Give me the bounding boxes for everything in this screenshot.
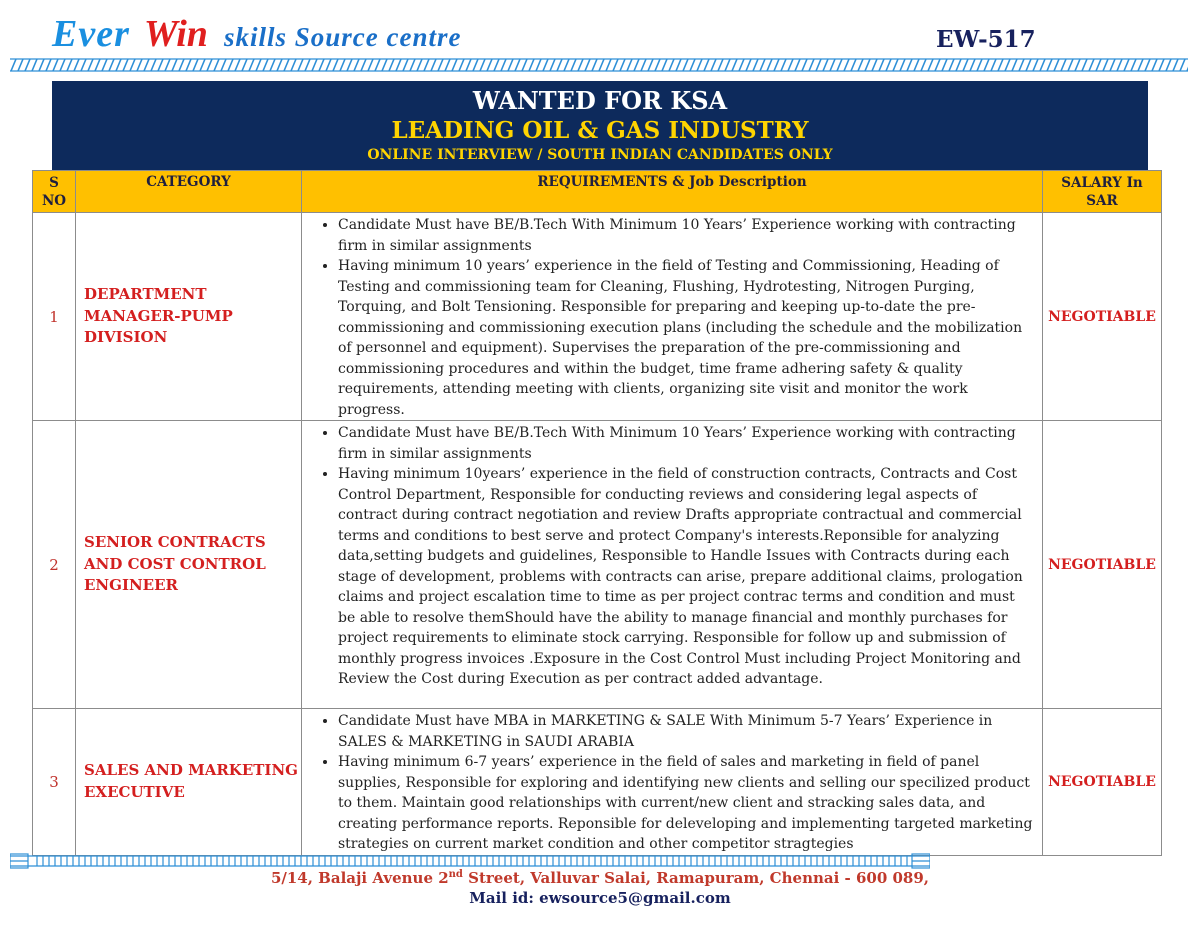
row-sno: 2: [33, 421, 76, 709]
footer-mail: Mail id: ewsource5@gmail.com: [469, 889, 731, 907]
table-row: [33, 421, 1162, 709]
row-salary: NEGOTIABLE: [1043, 709, 1162, 856]
col-header-salary: SALARY In SAR: [1043, 171, 1162, 213]
requirement-item: • Candidate Must have MBA in MARKETING & SALE With Minimum 5-7 Years’ Experience in SALES & MARKETING in SAUDI ARABIA: [338, 711, 1036, 752]
jobs-table: [32, 170, 1162, 856]
title-banner: [52, 81, 1148, 170]
row-salary: NEGOTIABLE: [1043, 213, 1162, 421]
table-row: [33, 213, 1162, 421]
col-header-requirements: REQUIREMENTS & Job Description: [302, 171, 1043, 213]
row-category: SALES AND MARKETING EXECUTIVE: [76, 709, 302, 856]
col-header-category: CATEGORY: [76, 171, 302, 213]
row-sno: 3: [33, 709, 76, 856]
requirement-item: • Candidate Must have BE/B.Tech With Minimum 10 Years’ Experience working with contracting firm in similar assignments: [338, 423, 1036, 464]
address-superscript: nd: [448, 869, 463, 880]
banner-title: WANTED FOR KSA: [472, 86, 728, 115]
requirement-item: • Having minimum 6-7 years’ experience in the field of sales and marketing in field of panel supplies, Responsible for exploring and identifying new clients and selling our specilized product to them. Maintain good relationships with current/new client and stracking sales data, and creating performance reports. Reponsible for deleveloping and implementing targeted marketing strategies on current market condition and other competitor stragtegies: [338, 752, 1036, 855]
top-hatch-divider: [10, 58, 1188, 72]
row-requirements: [302, 709, 1043, 856]
table-header-row: [33, 171, 1162, 213]
requirement-item: • Having minimum 10 years’ experience in the field of Testing and Commissioning, Heading of Testing and commissioning team for Cleaning, Flushing, Hydrotesting, Nitrogen Purging, Torquing, and Bolt Tensioning. Responsible for preparing and keeping up-to-date the pre-commissioning and commissioning execution plans (including the schedule and the mobilization of personnel and equipment). Supervises the preparation of the pre-commissioning and commissioning procedures and within the budget, time frame adhering safety & quality requirements, attending meeting with clients, organizing site visit and monitor the work progress.: [338, 256, 1036, 420]
row-sno: 1: [33, 213, 76, 421]
row-requirements: [302, 421, 1043, 709]
address-text: 5/14, Balaji Avenue 2: [270, 869, 449, 887]
brand-part-rest: skills Source centre: [223, 22, 462, 52]
footer-address: [0, 869, 1200, 887]
row-salary: NEGOTIABLE: [1043, 421, 1162, 709]
requirement-item: • Having minimum 10years’ experience in the field of construction contracts, Contracts and Cost Control Department, Responsible for conducting reviews and considering legal aspects of contract during contract negotiation and review Drafts appropriate contractual and commercial terms and conditions to best serve and protect Company's interests.Reponsible for analyzing data,setting budgets and guidelines, Responsible to Handle Issues with Contracts during each stage of development, problems with contracts can arise, prepare additional claims, prologation claims and project escalation time to time as per project contrac terms and condition and must be able to resolve themShould have the ability to manage financial and monthly purchases for project requirements to eliminate stock carrying. Responsible for follow up and submission of monthly progress invoices .Exposure in the Cost Control Must including Project Monitoring and Review the Cost during Execution as per contract added advantage.: [338, 464, 1036, 690]
col-header-sno: S NO: [33, 171, 76, 213]
table-row: [33, 709, 1162, 856]
brand-logo: [52, 12, 461, 56]
brand-part-ever: Ever: [52, 13, 130, 55]
row-category: SENIOR CONTRACTS AND COST CONTROL ENGINEER: [76, 421, 302, 709]
banner-note: ONLINE INTERVIEW / SOUTH INDIAN CANDIDATES ONLY: [367, 147, 833, 163]
address-text-rest: Street, Valluvar Salai, Ramapuram, Chennai - 600 089,: [462, 869, 930, 887]
row-category: DEPARTMENT MANAGER-PUMP DIVISION: [76, 213, 302, 421]
brand-part-win: Win: [143, 13, 208, 55]
footer-hatch-divider: [10, 853, 930, 869]
requirement-item: • Candidate Must have BE/B.Tech With Minimum 10 Years’ Experience working with contracting firm in similar assignments: [338, 215, 1036, 256]
ad-code: EW-517: [936, 26, 1036, 53]
row-requirements: [302, 213, 1043, 421]
banner-subtitle: LEADING OIL & GAS INDUSTRY: [391, 117, 809, 144]
